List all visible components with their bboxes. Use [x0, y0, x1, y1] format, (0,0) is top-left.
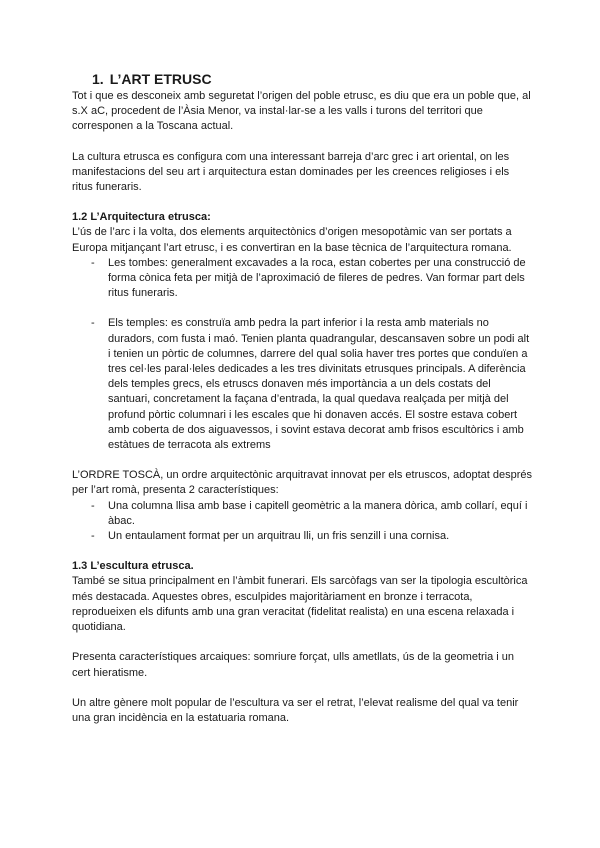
sculpture-paragraph: Un altre gènere molt popular de l’escultura va ser el retrat, l’elevat realisme del qual va tenir una gran incidència en la estatuaria romana. [72, 696, 519, 724]
intro-paragraph: Tot i que es desconeix amb seguretat l’origen del poble etrusc, es diu que era un poble que, al s.X aC, procedent de l’Àsia Menor, va instal·lar-se a les valls i turons del territori que corresponen a la Toscana actual. [72, 90, 531, 133]
page-title [92, 70, 532, 88]
architecture-paragraph: L’ús de l’arc i la volta, dos elements arquitectònics d’origen mesopotàmic van ser portats a Europa mitjançant l’art etrusc, i es convertiran en la base tècnica de l’arquitectura romana. [72, 226, 512, 254]
list-item: - Una columna llisa amb base i capitell geomètric a la manera dòrica, amb collarí, equí i àbac. [108, 499, 532, 529]
list-item: - Les tombes: generalment excavades a la roca, estan cobertes per una construcció de forma cònica feta per mitjà de l’aproximació de fileres de pedres. Van formar part dels ritus funeraris. [108, 256, 532, 302]
heading-number: 1. [92, 71, 104, 87]
list-item: - Un entaulament format per un arquitrau lli, un fris senzill i una cornisa. [108, 529, 532, 544]
intro-paragraph: La cultura etrusca es configura com una interessant barreja d’arc grec i art oriental, on les manifestacions del seu art i arquitectura estan dominades per les creences religioses i els ritus funeraris. [72, 150, 510, 194]
architecture-list [72, 316, 532, 453]
order-list [72, 499, 532, 545]
heading-text: L’ART ETRUSC [109, 71, 212, 87]
list-item: - Els temples: es construïa amb pedra la part inferior i la resta amb materials no duradors, com fusta i maó. Tenien planta quadrangular, descansaven sobre un podi alt i tenien un pòrtic de columnes, darrere del qual solia haver tres portes que conduïen a tres cel·les paral·leles dedicades a les tres divinitats etrusques principals. A diferència dels temples grecs, els etruscs donaven més importància a un dels costats del santuari, concretament la façana d’entrada, la qual quedava realçada per mitjà del profund pòrtic columnari i les escales que hi donaven accés. El sostre estava cobert amb coberta de dos aiguavessos, i sovint estava decorat amb frisos escultòrics i amb estàtues de terracota als extrems [108, 316, 532, 453]
document-body [72, 70, 532, 726]
section-title-sculpture: 1.3 L’escultura etrusca. [72, 560, 194, 573]
order-paragraph: L’ORDRE TOSCÀ, un ordre arquitectònic arquitravat innovat per els etruscos, adoptat després per l’art romà, presenta 2 característiques: [72, 469, 532, 497]
architecture-list [72, 256, 532, 302]
sculpture-paragraph: També se situa principalment en l’àmbit funerari. Els sarcòfags van ser la tipologia escultòrica més destacada. Aquestes obres, esculpides majoritàriament en bronze i terracota, reprodueixen els difunts amb una gran veracitat (fidelitat realista) en una escena relaxada i quotidiana. [72, 575, 528, 634]
section-title-architecture: 1.2 L’Arquitectura etrusca: [72, 211, 211, 224]
sculpture-paragraph: Presenta característiques arcaiques: somriure forçat, ulls ametllats, ús de la geometria i un cert hieratisme. [72, 651, 515, 679]
